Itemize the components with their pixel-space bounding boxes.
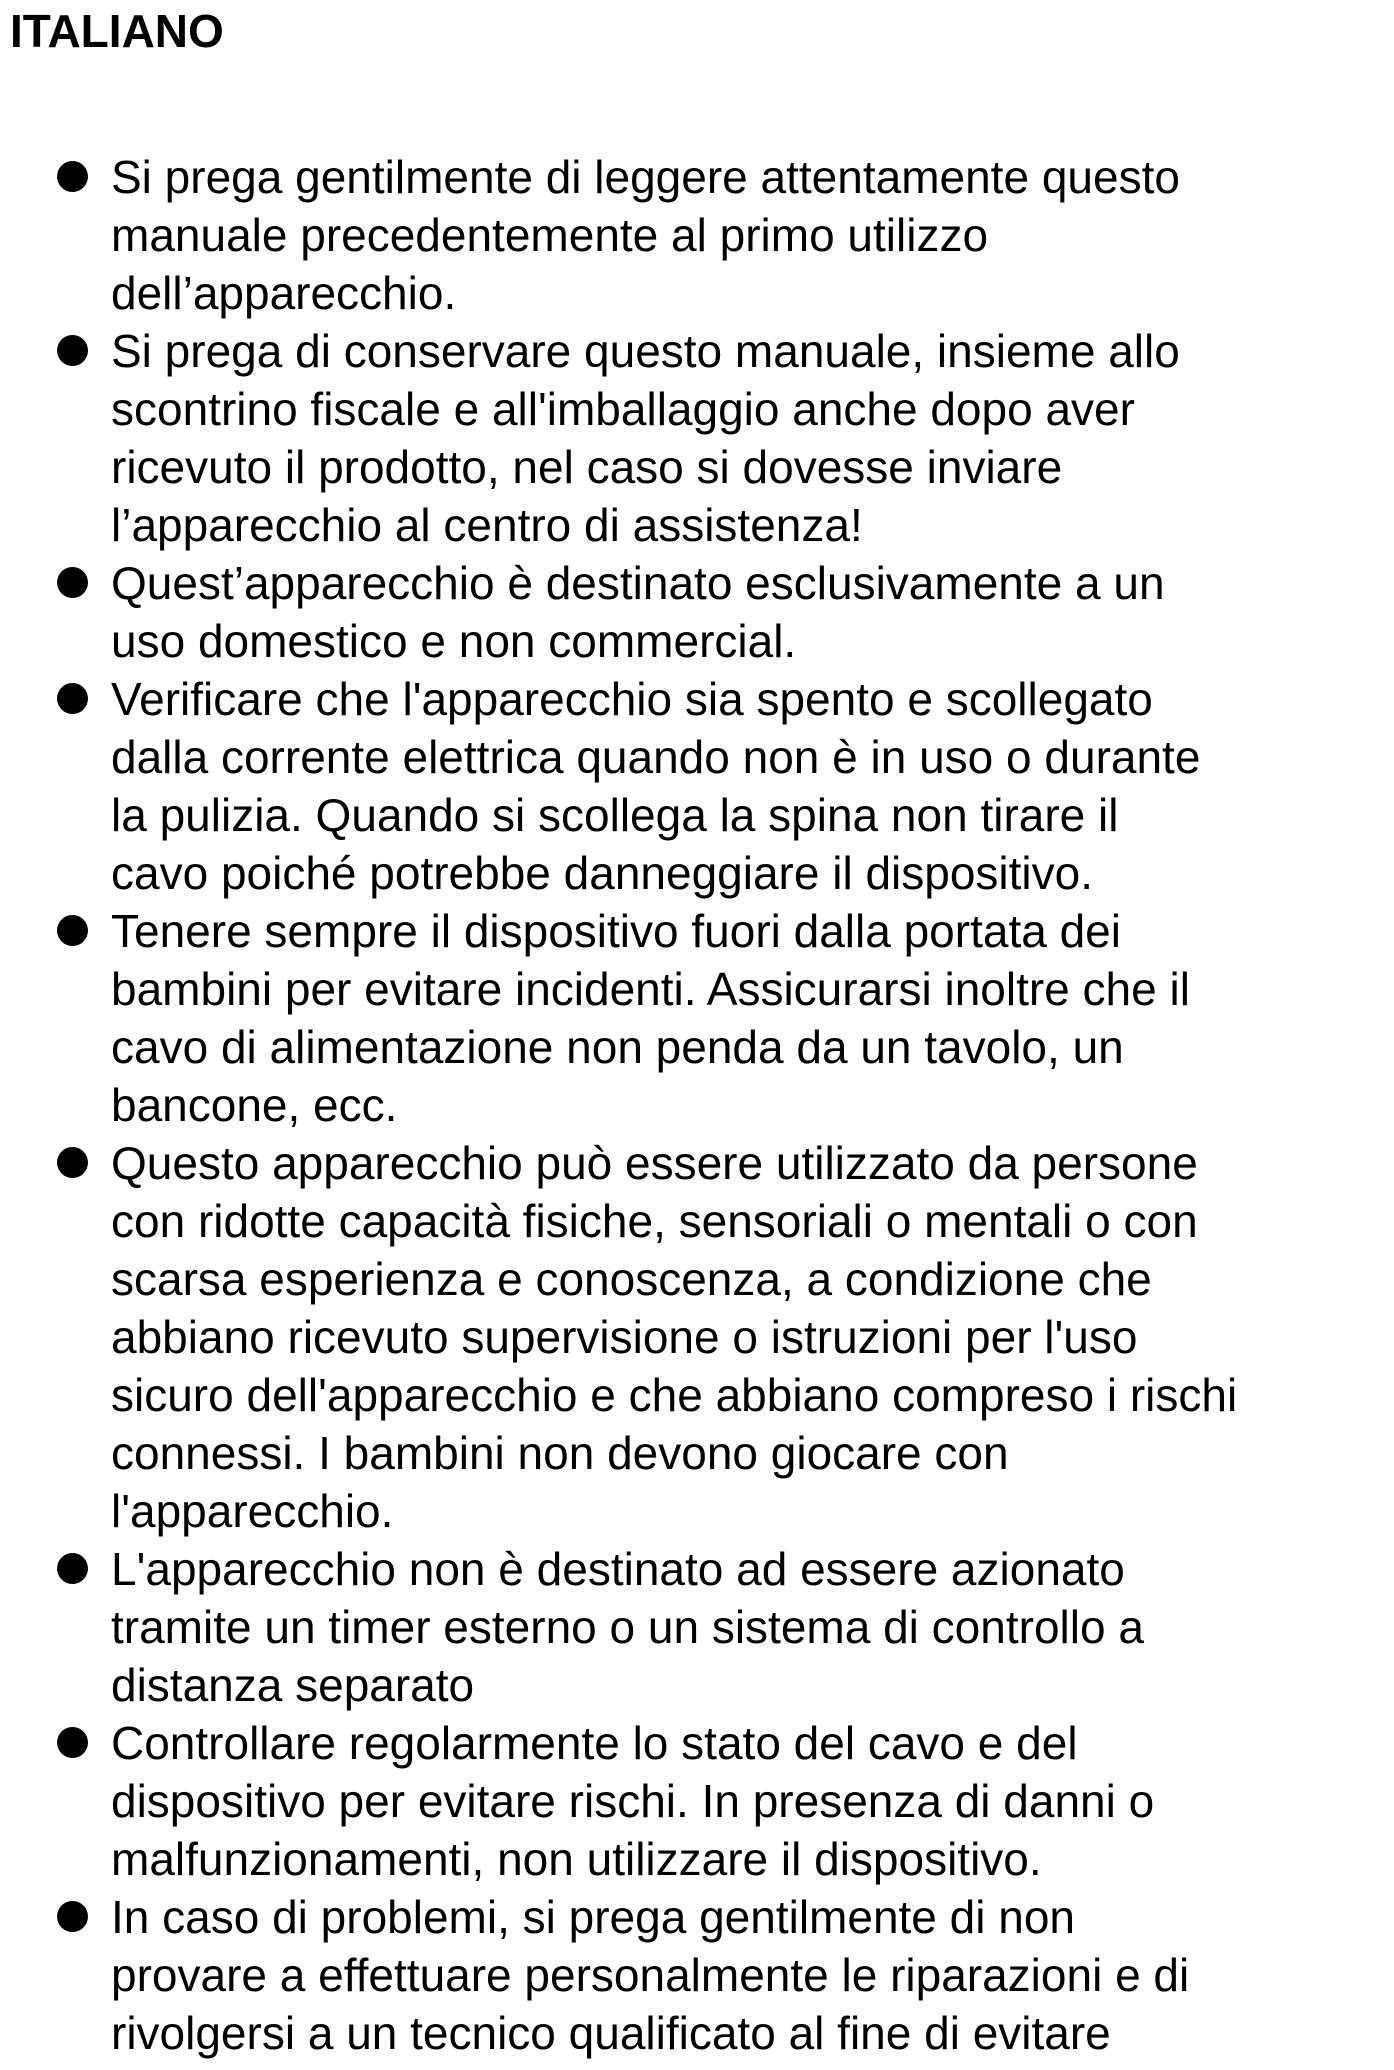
item-line: l’apparecchio al centro di assistenza! <box>111 499 863 551</box>
bullet-icon <box>57 335 88 366</box>
item-line: cavo di alimentazione non penda da un tavolo, un <box>111 1021 1124 1073</box>
item-line: distanza separato <box>111 1659 475 1711</box>
bullet-icon <box>57 1901 88 1932</box>
item-line: provare a effettuare personalmente le riparazioni e di <box>111 1949 1190 2001</box>
list-item <box>0 322 1290 554</box>
item-line: bambini per evitare incidenti. Assicurarsi inoltre che il <box>111 963 1190 1015</box>
item-line: scarsa esperienza e conoscenza, a condizione che <box>111 1253 1152 1305</box>
item-line: uso domestico e non commercial. <box>111 615 797 667</box>
item-line: In caso di problemi, si prega gentilmente di non <box>111 1891 1076 1943</box>
item-line: tramite un timer esterno o un sistema di controllo a <box>111 1601 1144 1653</box>
item-line: Si prega gentilmente di leggere attentamente questo <box>111 151 1180 203</box>
list-item <box>0 1714 1290 1888</box>
item-line: la pulizia. Quando si scollega la spina non tirare il <box>111 789 1119 841</box>
item-line: cavo poiché potrebbe danneggiare il dispositivo. <box>111 847 1093 899</box>
list-item <box>0 1540 1290 1714</box>
list-item <box>0 1888 1290 2062</box>
bullet-icon <box>57 1147 88 1178</box>
bullet-icon <box>57 683 88 714</box>
item-line: Si prega di conservare questo manuale, insieme allo <box>111 325 1180 377</box>
bullet-icon <box>57 1727 88 1758</box>
list-item <box>0 902 1290 1134</box>
item-line: scontrino fiscale e all'imballaggio anche dopo aver <box>111 383 1135 435</box>
list-item <box>0 670 1290 902</box>
bullet-icon <box>57 161 88 192</box>
item-line: l'apparecchio. <box>111 1485 394 1537</box>
item-line: malfunzionamenti, non utilizzare il dispositivo. <box>111 1833 1042 1885</box>
item-line: ricevuto il prodotto, nel caso si dovesse inviare <box>111 441 1063 493</box>
item-line: dalla corrente elettrica quando non è in uso o durante <box>111 731 1201 783</box>
item-line: dispositivo per evitare rischi. In presenza di danni o <box>111 1775 1155 1827</box>
bullet-icon <box>57 1553 88 1584</box>
list-item <box>0 148 1290 322</box>
item-line: Tenere sempre il dispositivo fuori dalla portata dei <box>111 905 1121 957</box>
item-line: manuale precedentemente al primo utilizzo <box>111 209 989 261</box>
item-line: L'apparecchio non è destinato ad essere azionato <box>111 1543 1125 1595</box>
safety-instructions-list <box>0 148 1290 2062</box>
item-line: Quest’apparecchio è destinato esclusivamente a un <box>111 557 1165 609</box>
item-line: rivolgersi a un tecnico qualificato al fine di evitare <box>111 2007 1111 2059</box>
list-item <box>0 554 1290 670</box>
bullet-icon <box>57 915 88 946</box>
item-line: sicuro dell'apparecchio e che abbiano compreso i rischi <box>111 1369 1238 1421</box>
list-item <box>0 1134 1290 1540</box>
page-heading: ITALIANO <box>10 5 224 57</box>
item-line: Controllare regolarmente lo stato del cavo e del <box>111 1717 1078 1769</box>
item-line: connessi. I bambini non devono giocare con <box>111 1427 1009 1479</box>
item-line: con ridotte capacità fisiche, sensoriali o mentali o con <box>111 1195 1198 1247</box>
item-line: bancone, ecc. <box>111 1079 398 1131</box>
item-line: abbiano ricevuto supervisione o istruzioni per l'uso <box>111 1311 1138 1363</box>
item-line: Verificare che l'apparecchio sia spento e scollegato <box>111 673 1153 725</box>
bullet-icon <box>57 567 88 598</box>
item-line: Questo apparecchio può essere utilizzato da persone <box>111 1137 1198 1189</box>
item-line: dell’apparecchio. <box>111 267 457 319</box>
